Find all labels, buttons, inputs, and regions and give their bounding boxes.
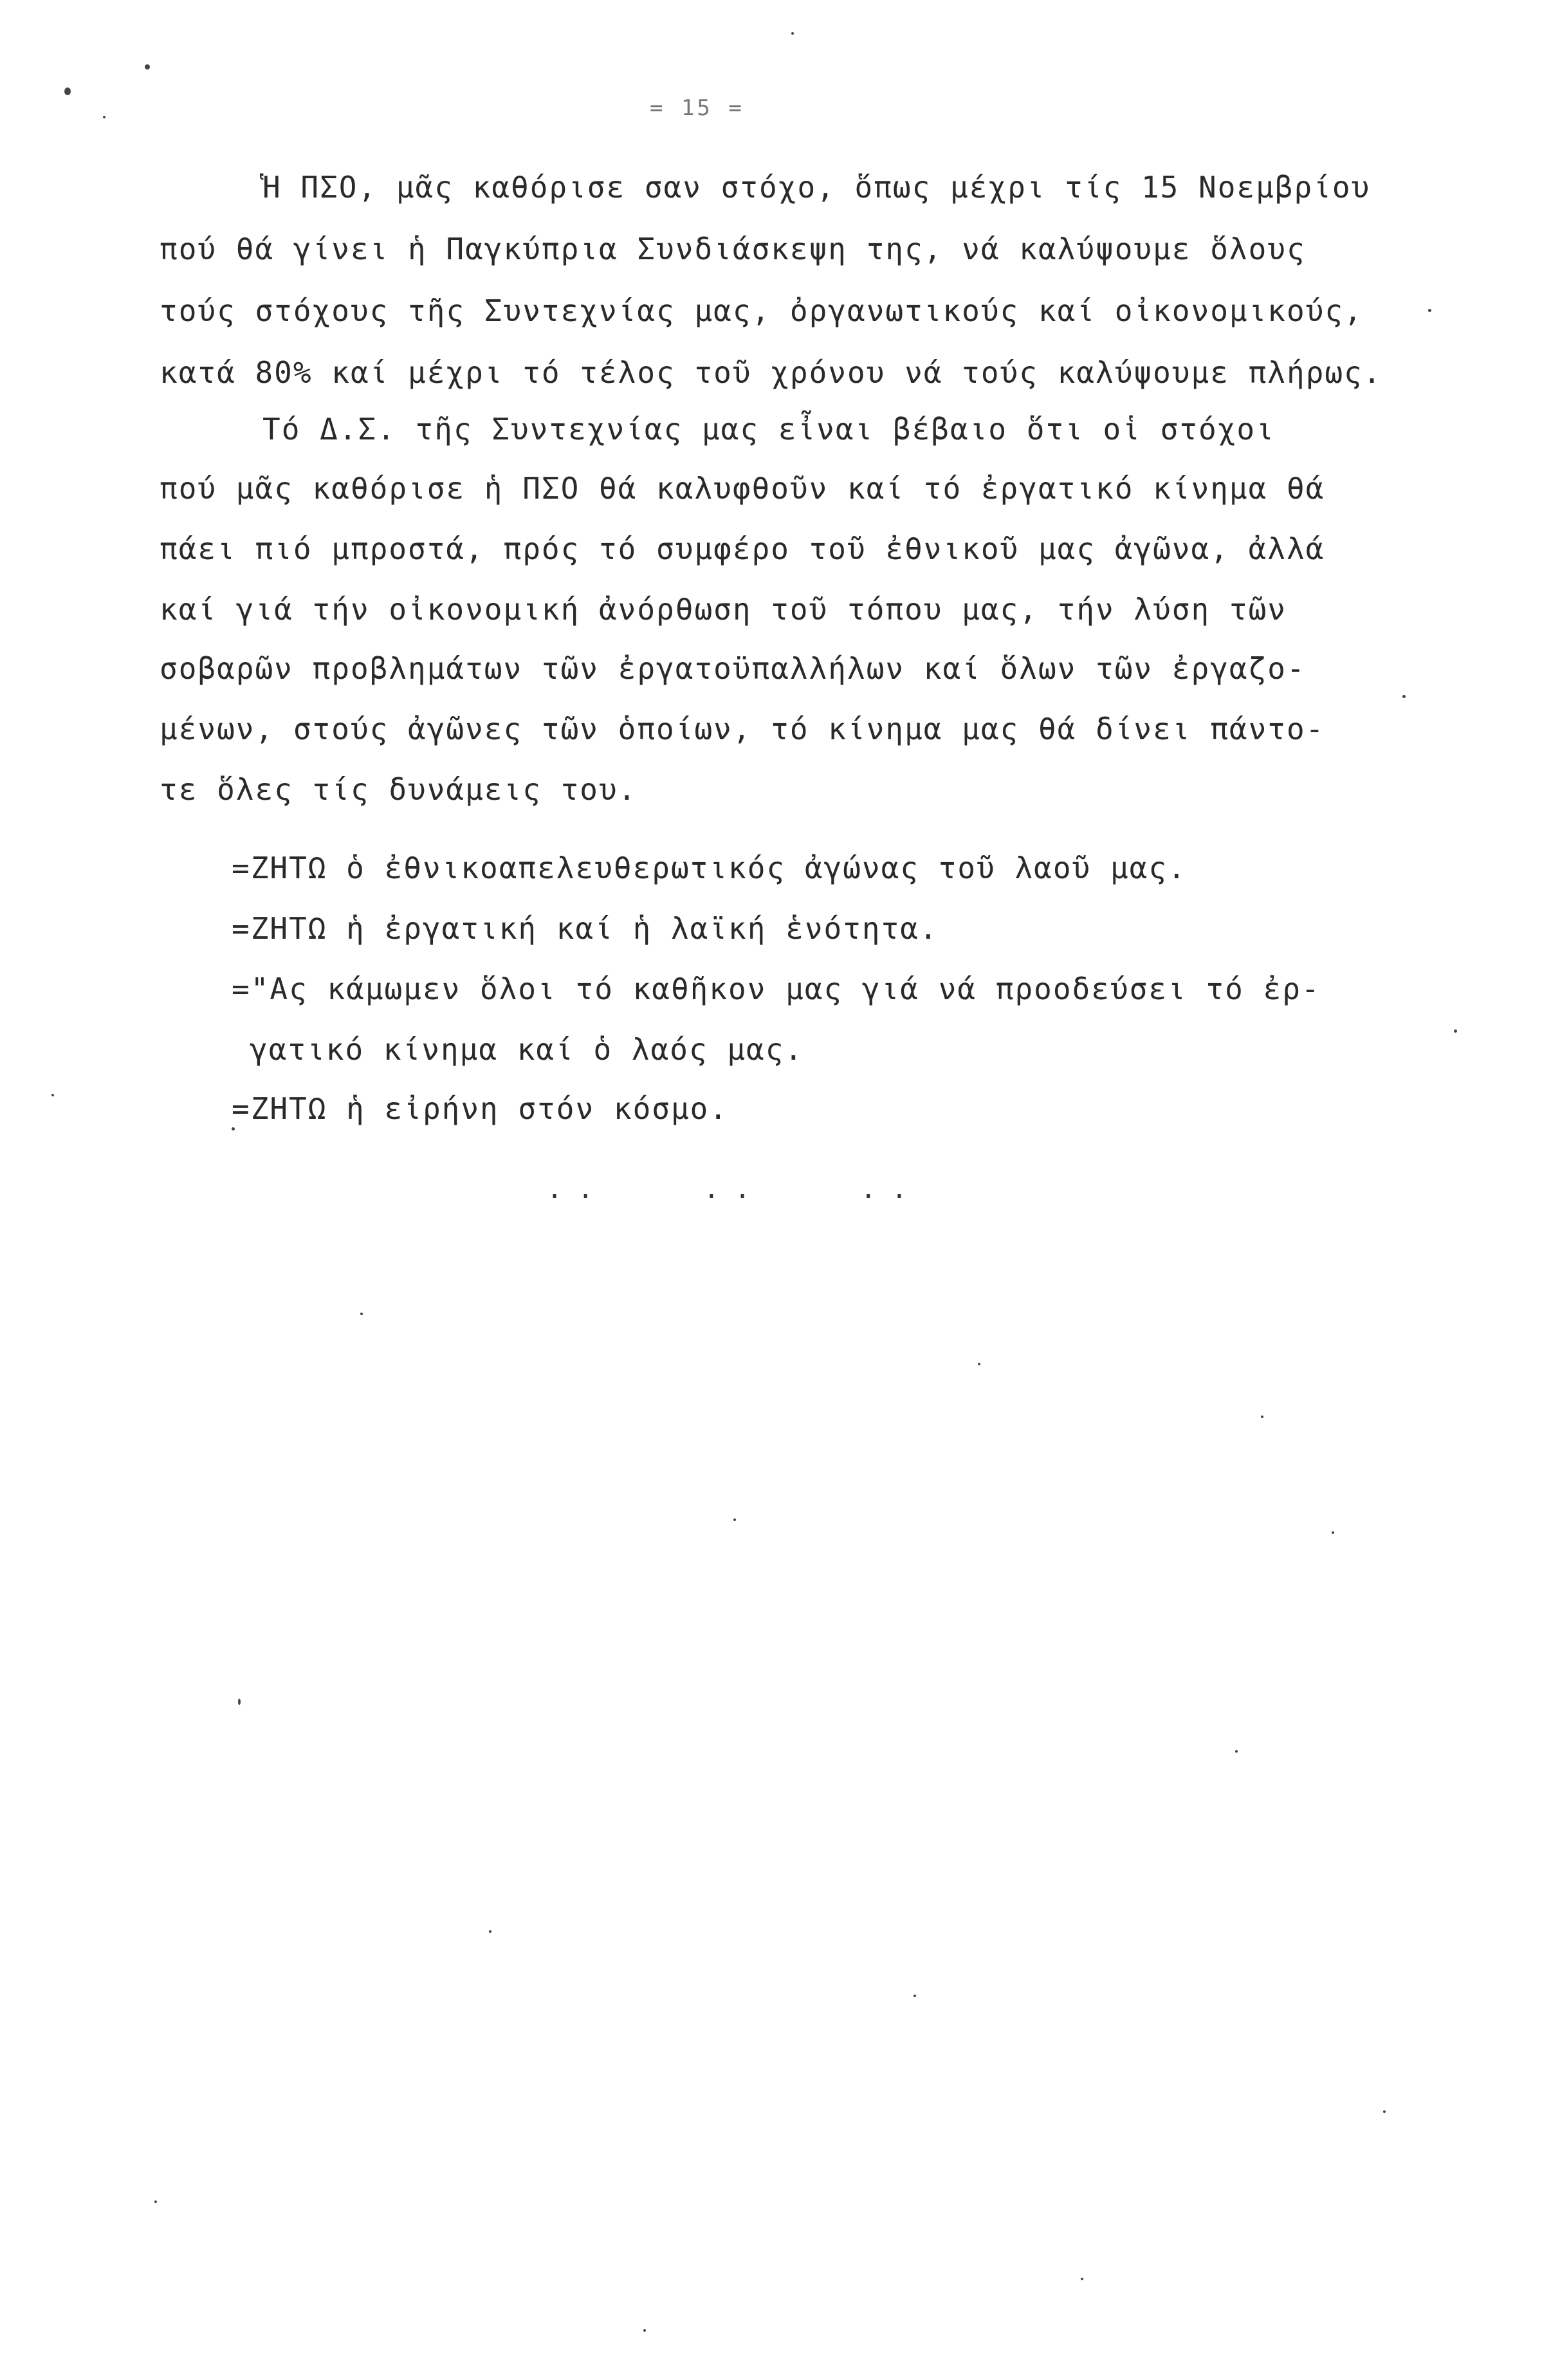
- slogan-2: =ΖΗΤΩ ἡ ἐργατική καί ἡ λαϊκή ἑνότητα.: [232, 911, 939, 946]
- paragraph-2-line-3: πάει πιό μπροστά, πρός τό συμφέρο τοῦ ἐθνικοῦ μας ἀγῶνα, ἀλλά: [160, 531, 1325, 566]
- speck: [1081, 2278, 1083, 2280]
- paragraph-1-line-2: πού θά γίνει ἡ Παγκύπρια Συνδιάσκεψη της, νά καλύψουμε ὅλους: [160, 232, 1306, 266]
- closing-marks: [547, 1175, 907, 1204]
- speck: [733, 1518, 736, 1521]
- speck: [51, 1094, 54, 1096]
- closing-mark: . .: [860, 1175, 907, 1204]
- speck: [1383, 2110, 1386, 2113]
- speck: [238, 1699, 241, 1705]
- paragraph-2-line-1: Τό Δ.Σ. τῆς Συντεχνίας μας εἶναι βέβαιο ὅτι οἱ στόχοι: [262, 412, 1275, 447]
- speck: [489, 1930, 491, 1933]
- speck: [1402, 695, 1406, 698]
- speck: [913, 1995, 916, 1997]
- paragraph-2-line-6: μένων, στούς ἀγῶνες τῶν ὁποίων, τό κίνημα μας θά δίνει πάντο-: [160, 712, 1325, 746]
- speck: [1428, 309, 1431, 312]
- speck: [978, 1363, 980, 1365]
- speck: [643, 2329, 646, 2332]
- page-number: = 15 =: [650, 95, 744, 121]
- slogan-4: =ΖΗΤΩ ἡ εἰρήνη στόν κόσμο.: [232, 1091, 729, 1126]
- paragraph-2-line-7: τε ὅλες τίς δυνάμεις του.: [160, 772, 638, 807]
- paragraph-2-line-2: πού μᾶς καθόρισε ἡ ΠΣΟ θά καλυφθοῦν καί τό ἐργατικό κίνημα θά: [160, 471, 1325, 506]
- speck: [64, 88, 71, 95]
- speck: [232, 1127, 235, 1130]
- speck: [145, 64, 150, 69]
- speck: [1261, 1416, 1263, 1418]
- speck: [1454, 1029, 1457, 1033]
- paragraph-2-line-5: σοβαρῶν προβλημάτων τῶν ἐργατοϋπαλλήλων καί ὅλων τῶν ἐργαζο-: [160, 651, 1306, 686]
- speck: [103, 116, 106, 118]
- speck: [154, 2200, 157, 2203]
- speck: [1332, 1531, 1334, 1534]
- paragraph-2-line-4: καί γιά τήν οἰκονομική ἀνόρθωση τοῦ τόπου μας, τήν λύση τῶν: [160, 592, 1287, 627]
- slogan-1: =ΖΗΤΩ ὁ ἐθνικοαπελευθερωτικός ἀγώνας τοῦ λαοῦ μας.: [232, 851, 1187, 885]
- closing-mark: . .: [547, 1175, 594, 1204]
- paragraph-1-line-3: τούς στόχους τῆς Συντεχνίας μας, ὀργανωτικούς καί οἰκονομικούς,: [160, 293, 1363, 328]
- speck: [1235, 1750, 1238, 1753]
- slogan-3: ="Ας κάμωμεν ὅλοι τό καθῆκον μας γιά νά προοδεύσει τό ἐρ-: [232, 972, 1321, 1006]
- speck: [360, 1313, 363, 1315]
- paragraph-1-line-1: Ἡ ΠΣΟ, μᾶς καθόρισε σαν στόχο, ὅπως μέχρι τίς 15 Νοεμβρίου: [262, 170, 1371, 205]
- slogan-3-continuation: γατικό κίνημα καί ὁ λαός μας.: [250, 1032, 804, 1067]
- paragraph-1-line-4: κατά 80% καί μέχρι τό τέλος τοῦ χρόνου νά τούς καλύψουμε πλήρως.: [160, 355, 1382, 390]
- speck: [791, 32, 794, 35]
- closing-mark: . .: [703, 1175, 751, 1204]
